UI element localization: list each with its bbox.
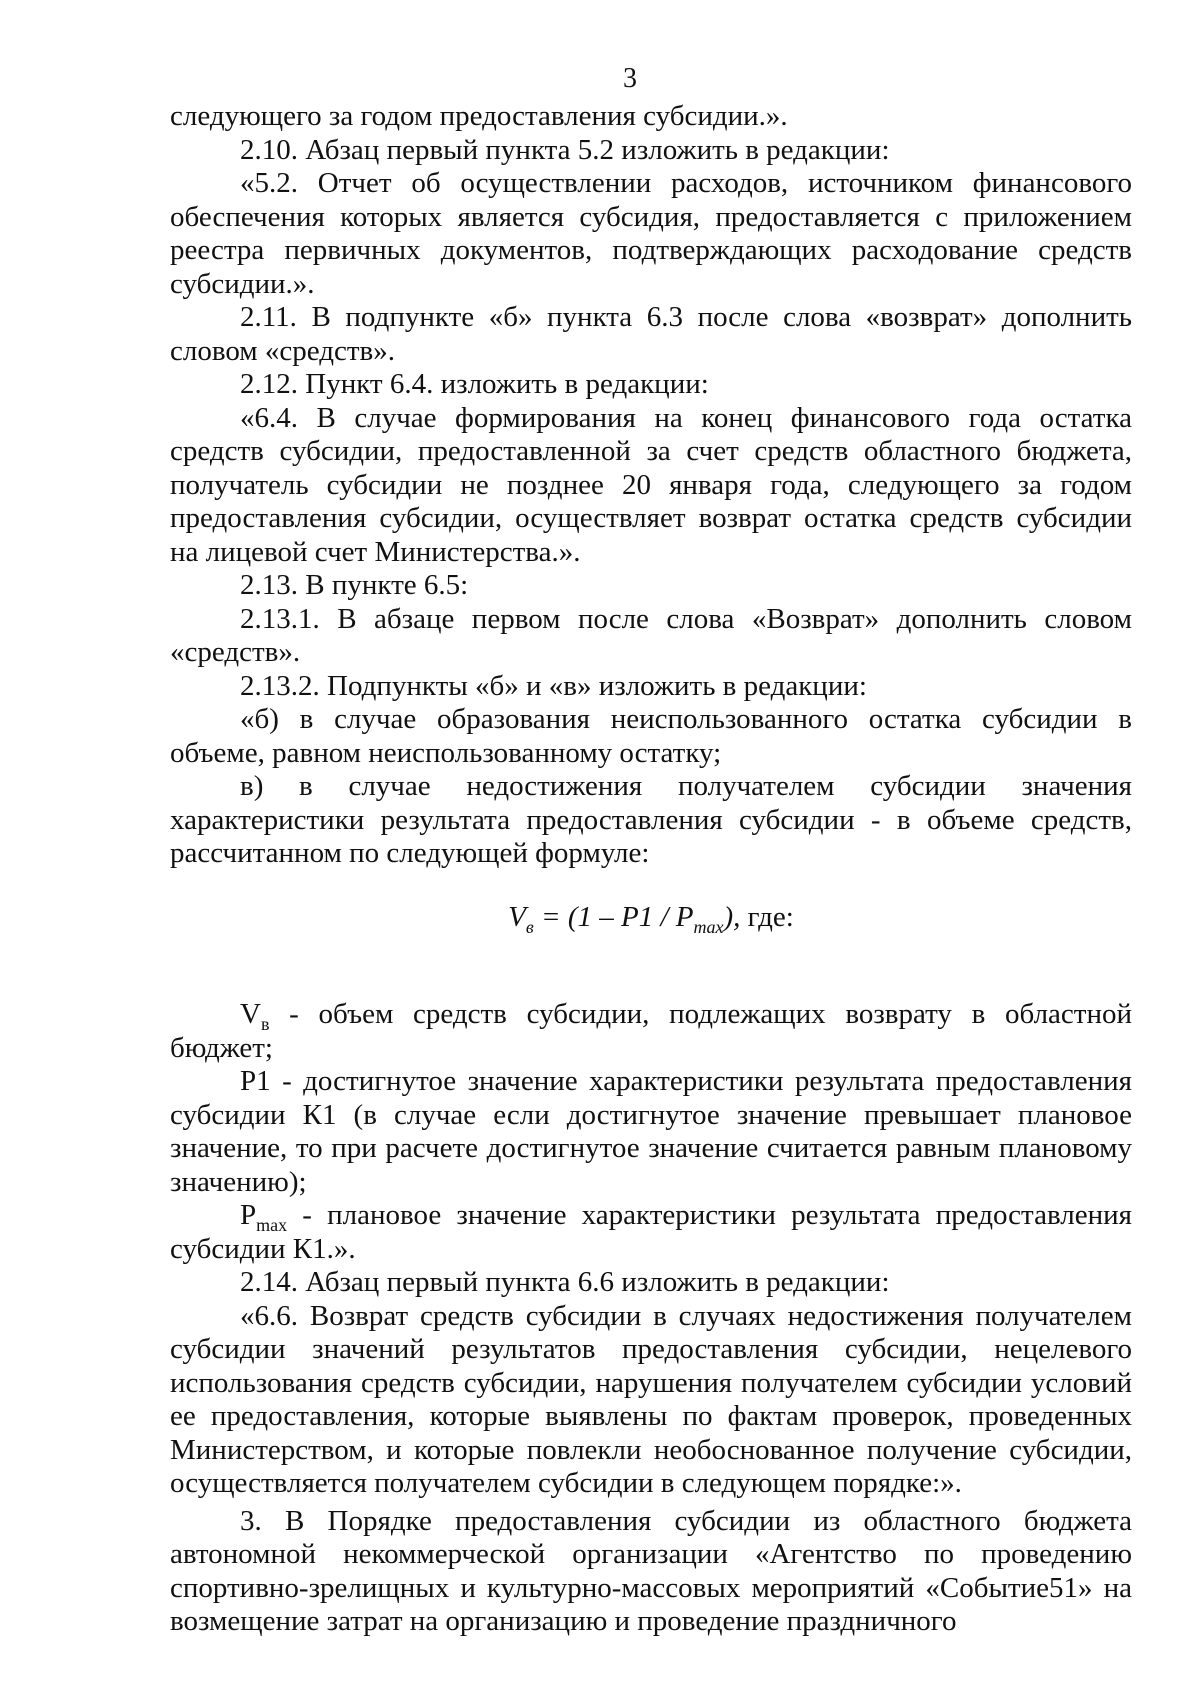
paragraph-var-pmax (170, 1199, 1132, 1266)
paragraph-6-6-text: «6.6. Возврат средств субсидии в случаях недостижения получателем субсидии значений результатов предоставления субсидии, нецелевого использования средств субсидии, нарушения получателем субсидии условий ее предоставления, которые выявлены по фактам проверок, проведенных Министерством, и которые повлекли необоснованное получение субсидии, осуществляется получателем субсидии в следующем порядке:». (170, 1299, 1132, 1499)
formula-close: ), (723, 900, 741, 933)
formula-lhs-subscript: в (525, 916, 534, 937)
page-number: 3 (623, 63, 637, 94)
var-pmax-base: P (240, 1199, 257, 1231)
paragraph-2-11: 2.11. В подпункте «б» пункта 6.3 после слова «возврат» дополнить словом «средств». (170, 301, 1132, 367)
var-v-description: - объем средств субсидии, подлежащих возврату в областной бюджет; (170, 998, 1132, 1064)
paragraph-var-v (170, 998, 1132, 1065)
var-pmax-description: - плановое значение характеристики результата предоставления субсидии К1.». (170, 1199, 1132, 1265)
var-pmax-symbol (240, 1199, 288, 1235)
paragraph-2-12: 2.12. Пункт 6.4. изложить в редакции: (240, 368, 709, 400)
document-body (170, 100, 1132, 1639)
paragraph-6-4-text: «6.4. В случае формирования на конец финансового года остатка средств субсидии, предоставленной за счет средств областного бюджета, получатель субсидии не позднее 20 января года, следующего за годом предоставления субсидии, осуществляет возврат остатка средств субсидии на лицевой счет Министерства.». (170, 401, 1132, 568)
paragraph-2-13: 2.13. В пункте 6.5: (240, 569, 469, 601)
paragraph-continuation: следующего за годом предоставления субсидии.». (170, 100, 788, 132)
var-v-symbol (240, 998, 270, 1034)
formula-expression: = (1 – P1 / P (533, 900, 694, 933)
paragraph-2-14: 2.14. Абзац первый пункта 6.6 изложить в редакции: (240, 1266, 890, 1298)
var-v-subscript: в (260, 1013, 270, 1034)
formula-tail: где: (740, 900, 794, 933)
paragraph-5-2-text: «5.2. Отчет об осуществлении расходов, источником финансового обеспечения которых является субсидия, предоставляется с приложением реестра первичных документов, подтверждающих расходование средств субсидии.». (170, 167, 1132, 300)
paragraph-var-p1: P1 - достигнутое значение характеристики результата предоставления субсидии К1 (в случае если достигнутое значение превышает плановое значение, то при расчете достигнутое значение считается равным плановому значению); (170, 1065, 1132, 1198)
var-pmax-subscript: max (256, 1214, 288, 1235)
formula-lhs: V (508, 900, 526, 933)
paragraph-2-10: 2.10. Абзац первый пункта 5.2 изложить в редакции: (240, 133, 890, 166)
paragraph-3: 3. В Порядке предоставления субсидии из областного бюджета автономной некоммерческой организации «Агентство по проведению спортивно-зрелищных и культурно-массовых мероприятий «Событие51» на возмещение затрат на организацию и проведение праздничного (170, 1504, 1132, 1637)
formula (170, 901, 1132, 935)
paragraph-subitem-b: «б) в случае образования неиспользованного остатка субсидии в объеме, равном неиспользованному остатку; (170, 703, 1132, 769)
paragraph-2-13-1: 2.13.1. В абзаце первом после слова «Возврат» дополнить словом «средств». (170, 602, 1132, 668)
paragraph-2-13-2: 2.13.2. Подпункты «б» и «в» изложить в редакции: (240, 669, 867, 702)
var-v-base: V (240, 998, 261, 1030)
paragraph-subitem-v: в) в случае недостижения получателем субсидии значения характеристики результата предоставления субсидии - в объеме средств, рассчитанном по следующей формуле: (170, 770, 1132, 869)
formula-max-subscript: max (693, 916, 724, 937)
